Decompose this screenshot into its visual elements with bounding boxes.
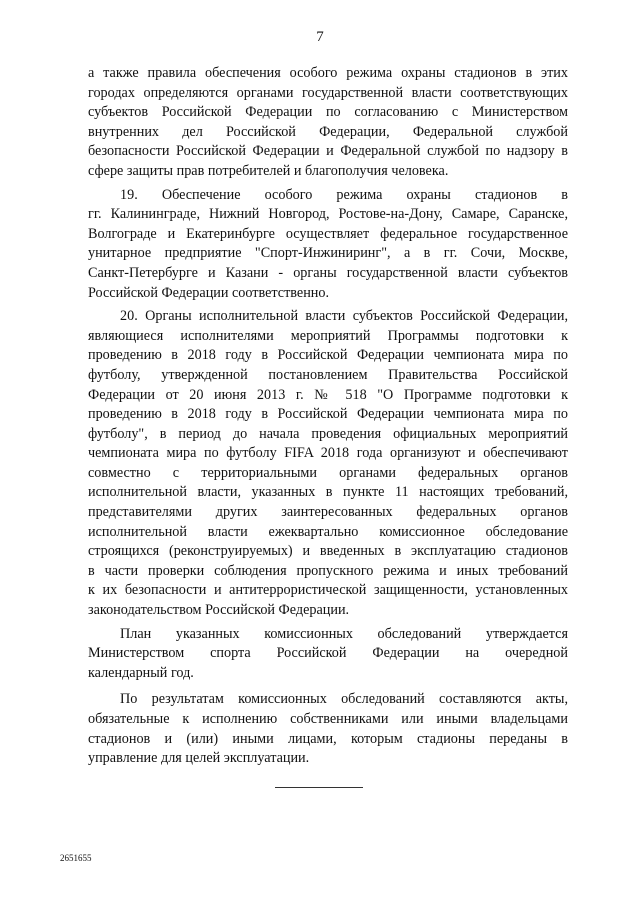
page-number: 7 bbox=[316, 29, 324, 45]
paragraph-item-20 bbox=[88, 307, 568, 621]
text-line: обязательные к исполнению собственниками или иными владельцами bbox=[88, 711, 568, 727]
text-line: План указанных комиссионных обследований утверждается bbox=[120, 625, 568, 642]
text-line: совместно с территориальными органами федеральных органов bbox=[88, 464, 568, 481]
text-line: городах определяются органами государственной власти соответствующих bbox=[88, 84, 568, 101]
paragraph-results bbox=[88, 690, 568, 768]
text-line: исполнительной власти ежеквартально комиссионное обследование bbox=[88, 523, 568, 540]
document-body bbox=[88, 64, 568, 769]
text-line: футболу", в период до начала проведения официальных мероприятий bbox=[88, 425, 568, 442]
text-line: Федерации от 20 июня 2013 г. № 518 "О Программе подготовки к bbox=[88, 386, 568, 403]
text-line: проведению в 2018 году в Российской Федерации чемпионата мира по bbox=[88, 406, 568, 423]
text-line: Министерством спорта Российской Федерации на очередной bbox=[88, 645, 568, 662]
text-line: Волгограде и Екатеринбурге осуществляет федеральное государственное bbox=[88, 225, 568, 242]
text-line: календарный год. bbox=[88, 664, 194, 681]
text-line: в части проверки соблюдения пропускного режима и иных требований bbox=[88, 562, 568, 579]
text-line: Санкт-Петербурге и Казани - органы государственной власти субъектов bbox=[88, 264, 568, 281]
text-line: По результатам комиссионных обследований составляются акты, bbox=[120, 691, 568, 708]
paragraph-1 bbox=[88, 64, 568, 182]
text-line: безопасности Российской Федерации и Федеральной службой по надзору в bbox=[88, 143, 568, 160]
text-line: внутренних дел Российской Федерации, Федеральной службой bbox=[88, 123, 568, 140]
text-line: стадионов и (или) иными лицами, которым стадионы переданы в bbox=[88, 730, 568, 747]
text-line: Российской Федерации соответственно. bbox=[88, 284, 330, 301]
text-line: унитарное предприятие "Спорт-Инжиниринг", а в гг. Сочи, Москве, bbox=[88, 245, 568, 262]
paragraph-plan bbox=[88, 625, 568, 684]
text-line: субъектов Российской Федерации по согласованию с Министерством bbox=[88, 104, 568, 121]
text-line: гг. Калининграде, Нижний Новгород, Ростове-на-Дону, Самаре, Саранске, bbox=[88, 206, 568, 223]
text-line: футболу, утвержденной постановлением Правительства Российской bbox=[88, 366, 568, 383]
text-line: 19. Обеспечение особого режима охраны стадионов в bbox=[120, 186, 568, 203]
text-line: к их безопасности и антитеррористической защищенности, установленных bbox=[88, 582, 568, 599]
text-line: являющиеся исполнителями мероприятий Программы подготовки к bbox=[88, 327, 568, 344]
end-separator-line bbox=[275, 787, 363, 788]
text-line: чемпионата мира по футболу FIFA 2018 года организуют и обеспечивают bbox=[88, 445, 568, 462]
text-line: строящихся (реконструируемых) и введенных в эксплуатацию стадионов bbox=[88, 543, 568, 560]
text-line: представителями других заинтересованных федеральных органов bbox=[88, 504, 568, 521]
text-line: сфере защиты прав потребителей и благополучия человека. bbox=[88, 162, 449, 179]
text-line: исполнительной власти, указанных в пункте 11 настоящих требований, bbox=[88, 484, 568, 501]
document-code: 2651655 bbox=[60, 853, 92, 863]
text-line: 20. Органы исполнительной власти субъектов Российской Федерации, bbox=[120, 308, 568, 325]
paragraph-item-19 bbox=[88, 186, 568, 304]
text-line: а также правила обеспечения особого режима охраны стадионов в этих bbox=[88, 65, 568, 81]
text-line: проведению в 2018 году в Российской Федерации чемпионата мира по bbox=[88, 347, 568, 364]
text-line: управление для целей эксплуатации. bbox=[88, 750, 310, 767]
text-line: законодательством Российской Федерации. bbox=[88, 602, 350, 619]
